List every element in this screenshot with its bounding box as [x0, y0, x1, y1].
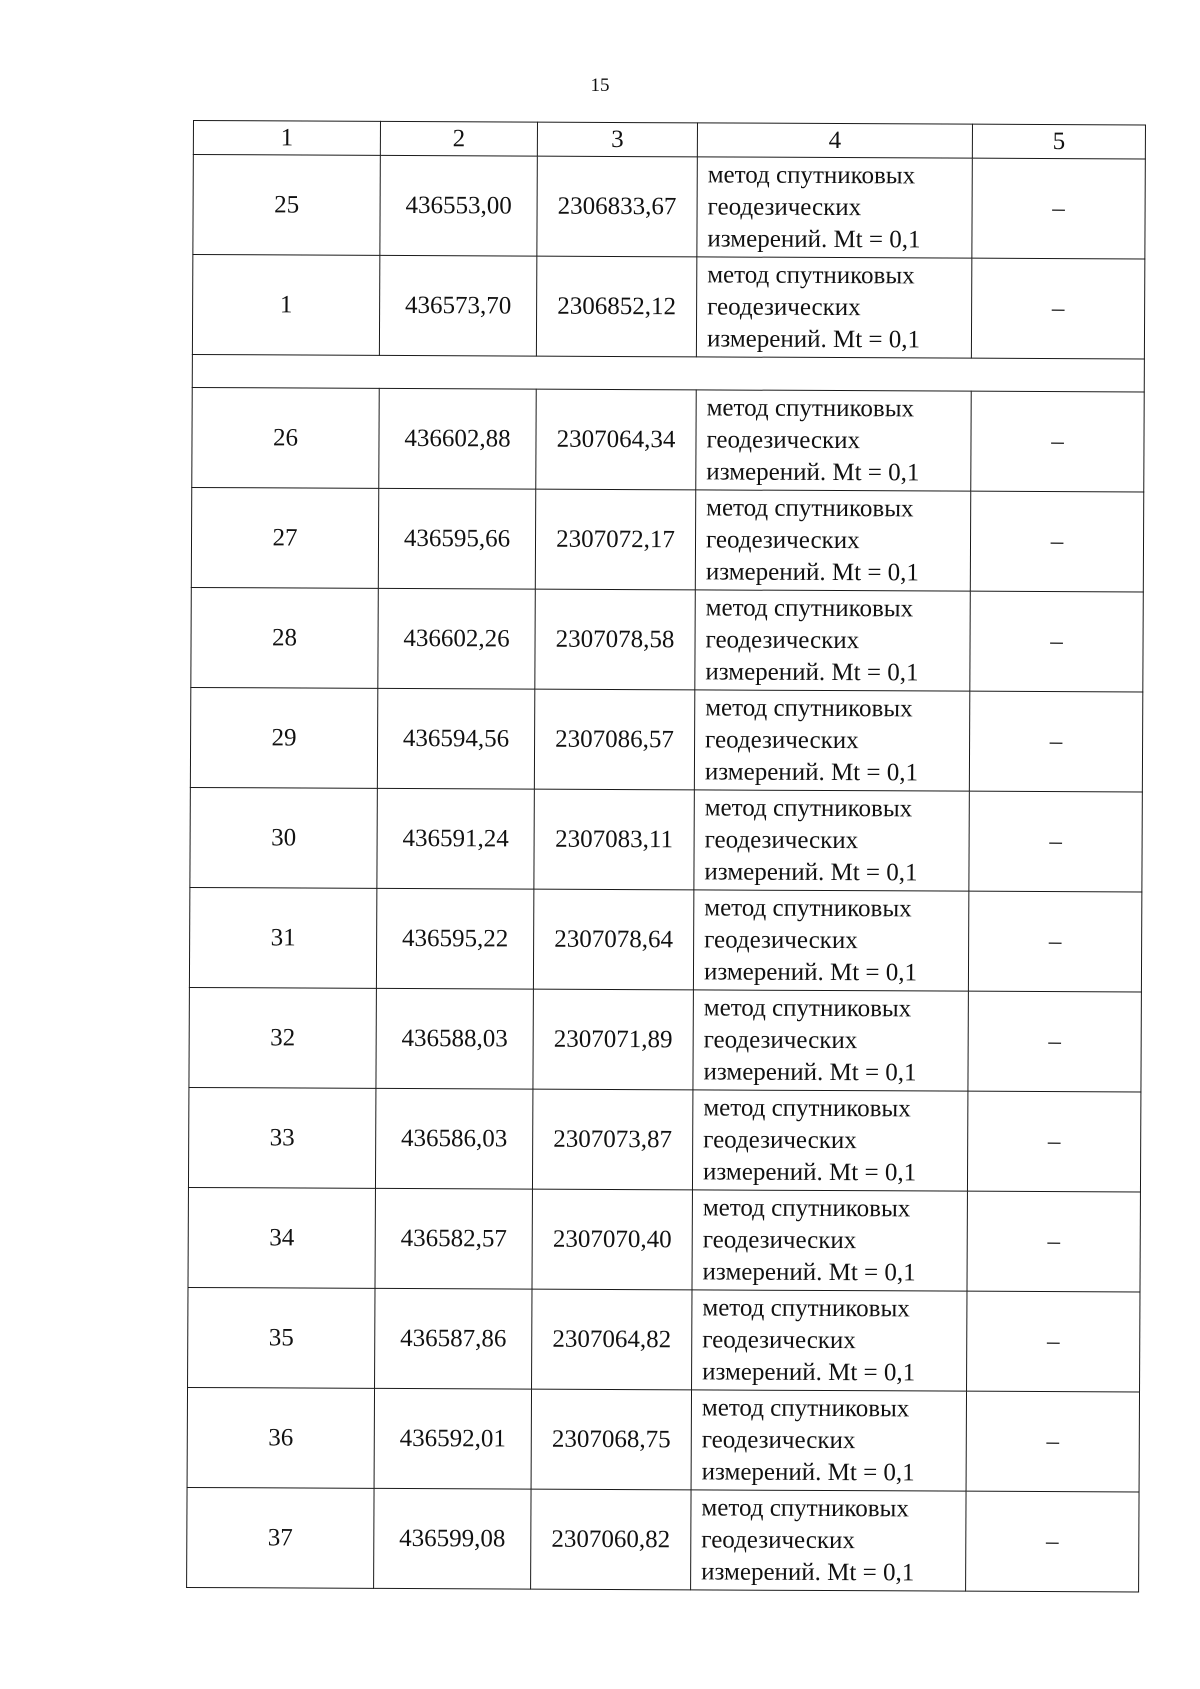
y-coordinate-cell: 2307070,40 [532, 1189, 692, 1290]
method-line: измерений. Mt = 0,1 [702, 1157, 917, 1186]
y-coordinate-cell: 2307073,87 [532, 1089, 692, 1190]
point-cell: 35 [188, 1287, 375, 1388]
point-cell: 25 [193, 155, 380, 256]
method-line: измерений. Mt = 0,1 [703, 1057, 917, 1086]
method-line: метод спутниковых [703, 993, 912, 1022]
x-coordinate-cell: 436587,86 [375, 1288, 532, 1389]
method-line: метод спутниковых [703, 1093, 911, 1122]
y-coordinate-cell: 2306833,67 [537, 156, 697, 257]
table-row [189, 887, 1141, 991]
method-cell [691, 1490, 966, 1591]
x-coordinate-cell: 436586,03 [375, 1088, 532, 1189]
header-cell-4: 4 [697, 123, 972, 158]
method-line: метод спутниковых [707, 160, 916, 189]
method-line: измерений. Mt = 0,1 [702, 1357, 916, 1386]
table-row [190, 687, 1142, 791]
table-row [187, 1387, 1139, 1491]
table-row [192, 255, 1144, 359]
method-line: метод спутниковых [702, 1193, 911, 1222]
table-row [188, 1087, 1140, 1191]
x-coordinate-cell: 436602,26 [378, 588, 535, 689]
method-line: измерений. Mt = 0,1 [707, 224, 921, 253]
method-line: измерений. Mt = 0,1 [705, 657, 919, 686]
note-cell: – [971, 258, 1144, 359]
point-cell: 27 [191, 487, 378, 588]
note-cell: – [968, 891, 1141, 992]
method-line: измерений. Mt = 0,1 [701, 1557, 915, 1586]
table-group-separator [192, 354, 1144, 391]
table-row [191, 487, 1143, 591]
y-coordinate-cell: 2307086,57 [534, 689, 694, 790]
note-cell: – [966, 1391, 1139, 1492]
table-row [191, 587, 1143, 691]
table-row [193, 155, 1145, 259]
note-cell: – [971, 391, 1144, 492]
x-coordinate-cell: 436573,70 [379, 255, 536, 356]
method-cell [693, 990, 968, 1091]
method-cell [691, 1390, 966, 1491]
method-line: геодезических [703, 1025, 858, 1054]
point-cell: 26 [192, 387, 379, 488]
note-cell: – [967, 1291, 1140, 1392]
note-cell: – [966, 1491, 1139, 1592]
method-line: метод спутниковых [701, 1393, 910, 1422]
table-row [190, 787, 1142, 891]
x-coordinate-cell: 436595,66 [378, 488, 535, 589]
header-cell-1: 1 [193, 121, 380, 156]
point-cell: 31 [189, 887, 376, 988]
y-coordinate-cell: 2307078,58 [535, 589, 695, 690]
y-coordinate-cell: 2307064,82 [532, 1289, 692, 1390]
point-cell: 36 [187, 1387, 374, 1488]
method-line: метод спутниковых [704, 893, 912, 922]
method-cell [695, 590, 970, 691]
x-coordinate-cell: 436582,57 [375, 1188, 532, 1289]
note-cell: – [970, 491, 1143, 592]
method-cell [694, 790, 969, 891]
method-line: геодезических [704, 825, 859, 854]
method-line: измерений. Mt = 0,1 [706, 324, 921, 353]
method-cell [697, 157, 972, 258]
header-cell-2: 2 [380, 121, 537, 156]
method-cell [696, 257, 971, 358]
x-coordinate-cell: 436595,22 [376, 888, 533, 989]
x-coordinate-cell: 436588,03 [376, 988, 533, 1089]
note-cell: – [967, 1091, 1140, 1192]
method-cell [696, 390, 971, 491]
method-cell [694, 690, 969, 791]
method-line: метод спутниковых [706, 393, 915, 422]
point-cell: 32 [189, 987, 376, 1088]
table-row [192, 387, 1144, 491]
y-coordinate-cell: 2307064,34 [536, 389, 696, 490]
method-line: метод спутниковых [707, 260, 915, 289]
y-coordinate-cell: 2307068,75 [531, 1389, 691, 1490]
point-cell: 37 [187, 1487, 374, 1588]
page-number: 15 [590, 75, 610, 96]
method-cell [693, 890, 968, 991]
table-row [189, 987, 1141, 1091]
table-body [187, 121, 1146, 1592]
method-cell [692, 1190, 967, 1291]
method-line: геодезических [705, 625, 860, 654]
y-coordinate-cell: 2307071,89 [533, 989, 693, 1090]
header-cell-5: 5 [972, 124, 1145, 159]
point-cell: 29 [190, 687, 377, 788]
x-coordinate-cell: 436591,24 [377, 788, 534, 889]
method-line: измерений. Mt = 0,1 [703, 957, 918, 986]
method-line: метод спутниковых [702, 1293, 910, 1322]
method-cell [695, 490, 970, 591]
method-line: измерений. Mt = 0,1 [706, 457, 920, 486]
method-line: геодезических [707, 192, 862, 221]
method-line: метод спутниковых [706, 493, 914, 522]
y-coordinate-cell: 2307083,11 [534, 789, 694, 890]
method-line: измерений. Mt = 0,1 [702, 1257, 916, 1286]
method-line: метод спутниковых [705, 593, 914, 622]
method-line: геодезических [701, 1525, 855, 1554]
note-cell: – [970, 591, 1143, 692]
method-line: метод спутниковых [701, 1493, 909, 1522]
method-line: метод спутниковых [704, 793, 913, 822]
method-line: измерений. Mt = 0,1 [701, 1457, 915, 1486]
table-header-row [193, 121, 1145, 159]
y-coordinate-cell: 2307078,64 [533, 889, 693, 990]
method-line: геодезических [705, 725, 859, 754]
point-cell: 33 [188, 1087, 375, 1188]
separator-cell [192, 354, 1144, 391]
note-cell: – [969, 691, 1142, 792]
point-cell: 1 [192, 255, 379, 356]
x-coordinate-cell: 436592,01 [374, 1388, 531, 1489]
x-coordinate-cell: 436553,00 [380, 155, 537, 256]
table-row [187, 1487, 1139, 1591]
note-cell: – [969, 791, 1142, 892]
coordinates-table [186, 120, 1146, 1592]
method-line: геодезических [702, 1325, 856, 1354]
point-cell: 28 [191, 587, 378, 688]
x-coordinate-cell: 436599,08 [374, 1488, 531, 1589]
method-cell [692, 1290, 967, 1391]
y-coordinate-cell: 2307060,82 [531, 1489, 691, 1590]
table-row [188, 1287, 1140, 1391]
method-line: геодезических [706, 425, 861, 454]
method-line: измерений. Mt = 0,1 [704, 757, 919, 786]
method-cell [692, 1090, 967, 1191]
method-line: измерений. Mt = 0,1 [704, 857, 918, 886]
header-cell-3: 3 [537, 122, 697, 157]
x-coordinate-cell: 436594,56 [377, 688, 534, 789]
point-cell: 30 [190, 787, 377, 888]
x-coordinate-cell: 436602,88 [379, 388, 536, 489]
note-cell: – [968, 991, 1141, 1092]
y-coordinate-cell: 2306852,12 [536, 256, 696, 357]
table-row [188, 1187, 1140, 1291]
method-line: метод спутниковых [705, 693, 913, 722]
method-line: геодезических [704, 925, 858, 954]
note-cell: – [972, 158, 1145, 259]
note-cell: – [967, 1191, 1140, 1292]
method-line: геодезических [701, 1425, 856, 1454]
method-line: геодезических [705, 525, 860, 554]
method-line: геодезических [703, 1125, 857, 1154]
point-cell: 34 [188, 1187, 375, 1288]
method-line: измерений. Mt = 0,1 [705, 557, 920, 586]
method-line: геодезических [702, 1225, 857, 1254]
method-line: геодезических [707, 292, 861, 321]
y-coordinate-cell: 2307072,17 [535, 489, 695, 590]
